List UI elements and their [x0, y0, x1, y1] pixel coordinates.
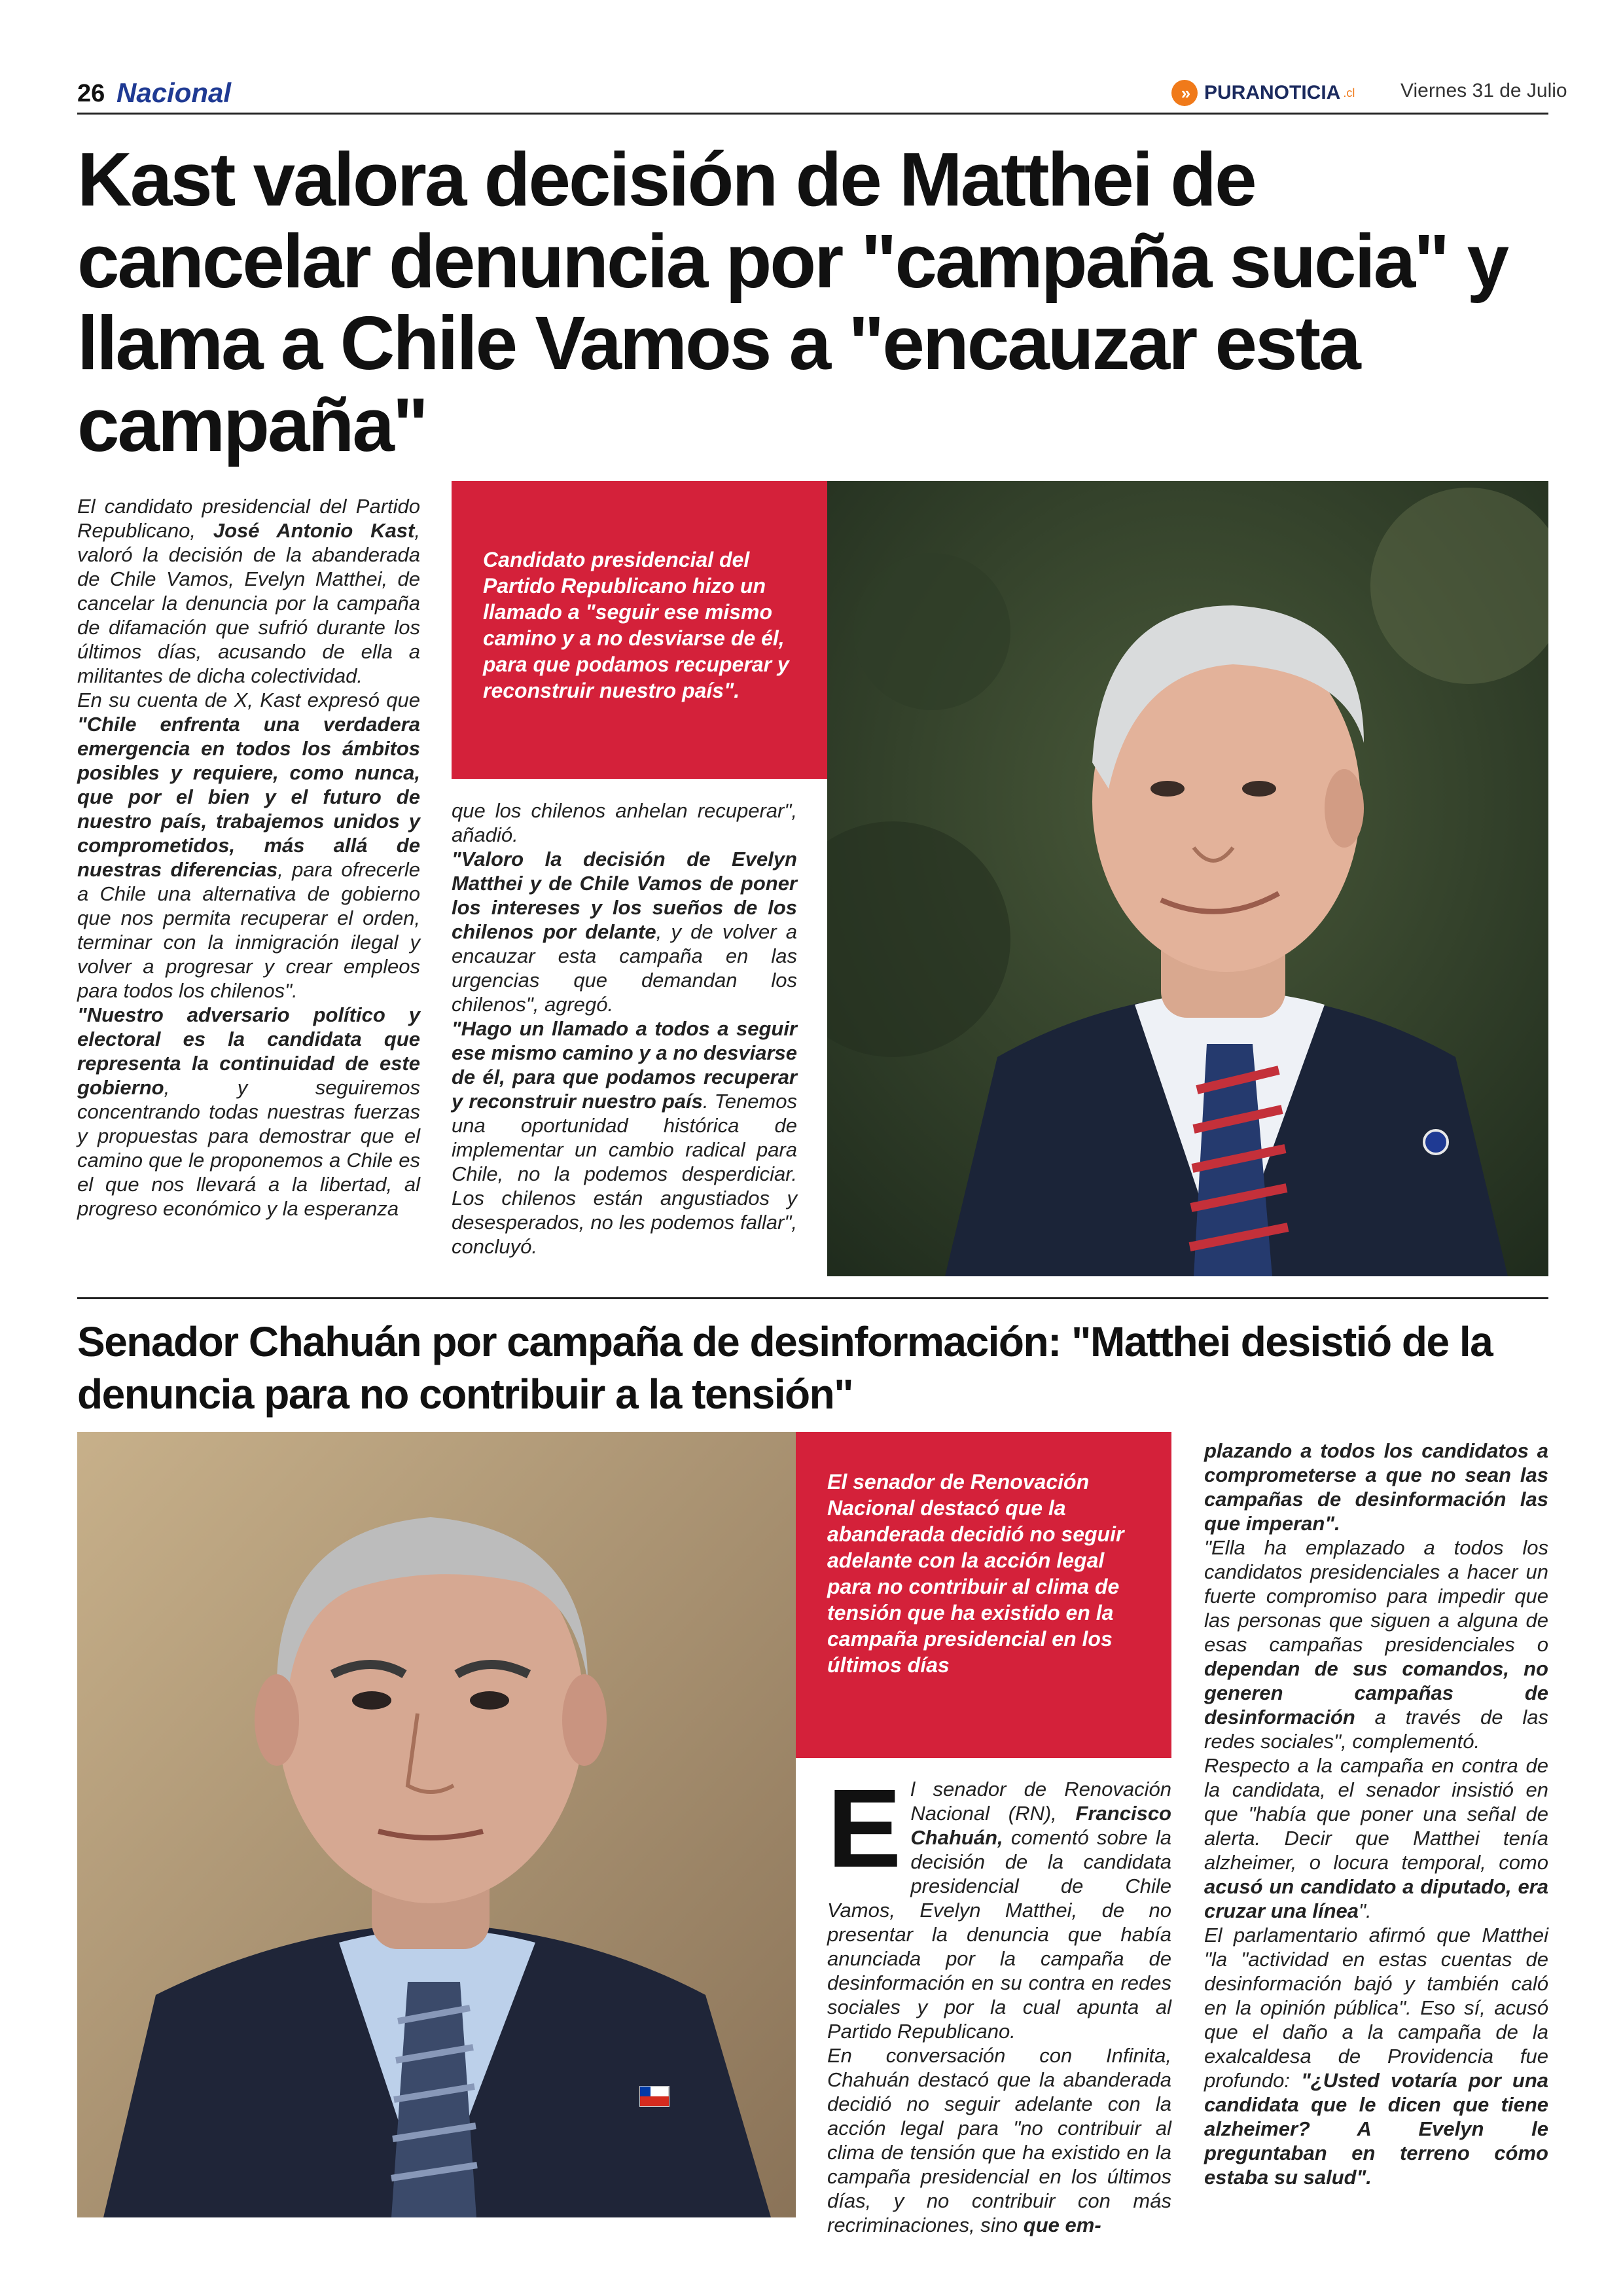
paragraph: El senador de Renovación Nacional (RN), Francisco Chahuán, comentó sobre la decisión de la candidata presidencial de Chile Vamos, Evelyn Matthei, de no presentar la denuncia que había anunciada por la campaña de desinformación en su contra en redes sociales y por la cual apunta al Partido Republicano. — [827, 1767, 1171, 2043]
article-2-callout: El senador de Renovación Nacional destacó que la abanderada decidió no seguir adelante con la acción legal para no contribuir al clima de tensión que ha existido en la campaña presidencial en los últimos días — [796, 1432, 1171, 1758]
paragraph: que los chilenos anhelan recuperar", añadió. — [452, 799, 797, 846]
issue-date: Viernes 31 de Julio — [1400, 80, 1567, 101]
brand-suffix: .cl — [1343, 86, 1355, 99]
paragraph: El candidato presidencial del Partido Republicano, José Antonio Kast, valoró la decisión de la abanderada de Chile Vamos, Evelyn Matthei, de cancelar la denuncia por la campaña de difamación que sufrió durante los últimos días, acusando de ella a militantes de dicha colectividad. — [77, 495, 420, 687]
photo-jose-antonio-kast — [827, 481, 1548, 1276]
article-1-callout: Candidato presidencial del Partido Republicano hizo un llamado a "seguir ese mismo camino y a no desviarse de él, para que podamos recuperar y reconstruir nuestro país". — [452, 481, 827, 779]
drop-cap: E — [827, 1767, 902, 1891]
paragraph: El parlamentario afirmó que Matthei "la "actividad en estas cuentas de desinformación bajó y también caló en la opinión pública". Eso sí, acusó que el daño a la campaña de la exalcaldesa de Providencia fue profundo: "¿Usted votaría por una candidata que le dicen que tiene alzheimer? A Evelyn le preguntaban en terreno cómo estaba su salud". — [1204, 1924, 1549, 2189]
article-1-headline: Kast valora decisión de Matthei de cancelar denuncia por "campaña sucia" y llama a Chile Vamos a "encauzar esta campaña" — [77, 137, 1508, 467]
paragraph: "Hago un llamado a todos a seguir ese mismo camino y a no desviarse de él, para que podamos recuperar y reconstruir nuestro país. Tenemos una oportunidad histórica de implementar un cambio radical para Chile, no la podemos desperdiciar. Los chilenos están angustiados y desesperados, no les podemos fallar", concluyó. — [452, 1017, 797, 1258]
article-1-column-2 — [452, 798, 797, 1259]
article-2-column-1 — [827, 1767, 1171, 2237]
paragraph: En su cuenta de X, Kast expresó que "Chile enfrenta una verdadera emergencia en todos los ámbitos posibles y requiere, como nunca, que por el bien y el futuro de nuestro país, trabajemos unidos y comprometidos, más allá de nuestras diferencias, para ofrecerle a Chile una alternativa de gobierno que nos permita recuperar el orden, terminar con la inmigración ilegal y volver a progresar y crear empleos para todos los chilenos". — [77, 689, 420, 1002]
photo-francisco-chahuan — [77, 1432, 796, 2217]
page-number: 26 — [77, 80, 105, 107]
brand-logo — [1171, 80, 1355, 106]
brand-arrows-icon: » — [1171, 80, 1198, 106]
paragraph: En conversación con Infinita, Chahuán destacó que la abanderada decidió no seguir adelante con la acción legal para "no contribuir al clima de tensión que ha existido en la campaña presidencial en los últimos días, y no contribuir con más recriminaciones, sino que em- — [827, 2044, 1171, 2236]
paragraph: Respecto a la campaña en contra de la candidata, el senador insistió en que "había que poner una señal de alerta. Decir que Matthei tenía alzheimer, o locura temporal, como acusó un candidato a diputado, era cruzar una línea". — [1204, 1754, 1548, 1922]
paragraph: "Ella ha emplazado a todos los candidatos presidenciales a hacer un fuerte compromiso para impedir que las personas que siguen a alguna de esas campañas presidenciales o dependan de sus comandos, no generen campañas de desinformación a través de las redes sociales", complementó. — [1204, 1536, 1548, 1753]
header-rule — [77, 113, 1548, 115]
paragraph: "Nuestro adversario político y electoral es la candidata que representa la continuidad de este gobierno, y seguiremos concentrando todas nuestras fuerzas y propuestas para demostrar que el camino que le proponemos a Chile es el que nos llevará a la libertad, al progreso económico y la esperanza — [77, 1003, 420, 1220]
article-2-headline: Senador Chahuán por campaña de desinformación: "Matthei desistió de la denuncia para no contribuir a la tensión" — [77, 1318, 1493, 1418]
paragraph: "Valoro la decisión de Evelyn Matthei y de Chile Vamos de poner los intereses y los sueños de los chilenos por delante, y de volver a encauzar esta campaña en las urgencias que demandan los chilenos", agregó. — [452, 848, 797, 1016]
section-label: Nacional — [116, 77, 232, 108]
article-2-column-2 — [1204, 1439, 1548, 2189]
brand-name: PURANOTICIA — [1204, 82, 1341, 103]
article-1-column-1 — [77, 494, 420, 1221]
paragraph: plazando a todos los candidatos a comprometerse a que no sean las campañas de desinformación las que imperan". — [1204, 1439, 1548, 1535]
section-divider — [77, 1297, 1548, 1299]
